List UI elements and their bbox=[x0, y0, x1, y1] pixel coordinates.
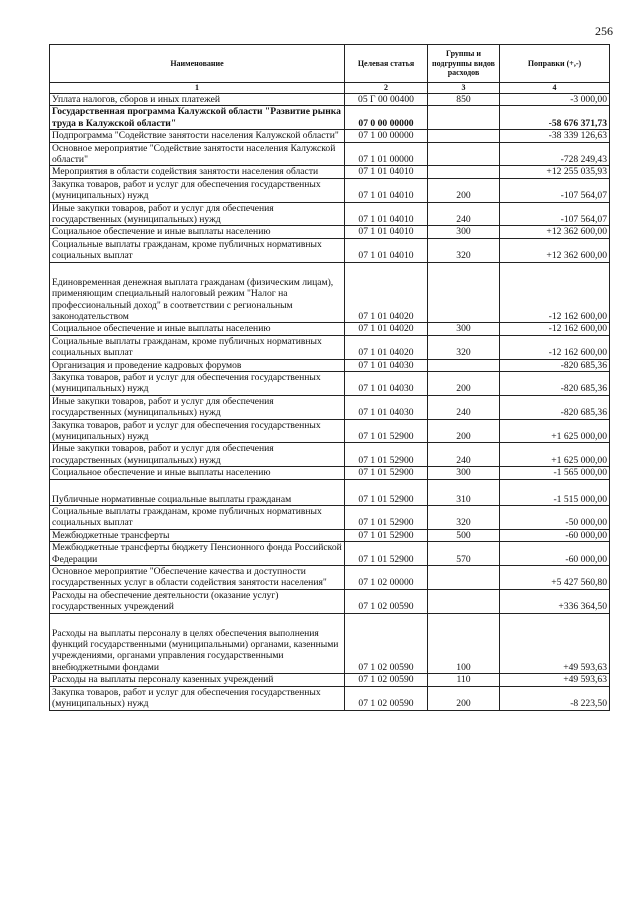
row-amendment-amount: +1 625 000,00 bbox=[500, 443, 610, 467]
row-target-article: 07 1 01 04020 bbox=[345, 262, 428, 323]
row-expense-group: 240 bbox=[428, 395, 500, 419]
row-name: Закупка товаров, работ и услуг для обеспечения государственных (муниципальных) нужд bbox=[50, 419, 345, 443]
row-expense-group: 320 bbox=[428, 506, 500, 530]
column-number-row bbox=[50, 83, 610, 94]
row-amendment-amount: -820 685,36 bbox=[500, 359, 610, 371]
row-amendment-amount: +49 593,63 bbox=[500, 613, 610, 674]
table-row bbox=[50, 202, 610, 226]
table-row bbox=[50, 506, 610, 530]
row-target-article: 07 1 02 00590 bbox=[345, 613, 428, 674]
row-name: Закупка товаров, работ и услуг для обеспечения государственных (муниципальных) нужд bbox=[50, 686, 345, 710]
row-amendment-amount: -820 685,36 bbox=[500, 371, 610, 395]
row-target-article: 07 1 01 04030 bbox=[345, 395, 428, 419]
row-amendment-amount: -1 515 000,00 bbox=[500, 479, 610, 505]
row-name: Межбюджетные трансферты bbox=[50, 529, 345, 541]
row-target-article: 07 1 02 00590 bbox=[345, 674, 428, 686]
row-target-article: 07 1 02 00590 bbox=[345, 589, 428, 613]
table-row bbox=[50, 371, 610, 395]
row-amendment-amount: +5 427 560,80 bbox=[500, 566, 610, 590]
row-amendment-amount: -3 000,00 bbox=[500, 94, 610, 106]
row-name: Уплата налогов, сборов и иных платежей bbox=[50, 94, 345, 106]
row-expense-group: 240 bbox=[428, 443, 500, 467]
column-number: 2 bbox=[345, 83, 428, 94]
row-name: Иные закупки товаров, работ и услуг для обеспечения государственных (муниципальных) нужд bbox=[50, 395, 345, 419]
row-expense-group: 500 bbox=[428, 529, 500, 541]
row-expense-group: 200 bbox=[428, 686, 500, 710]
row-amendment-amount: -50 000,00 bbox=[500, 506, 610, 530]
row-target-article: 07 1 01 52900 bbox=[345, 479, 428, 505]
row-amendment-amount: -8 223,50 bbox=[500, 686, 610, 710]
row-expense-group bbox=[428, 566, 500, 590]
row-name: Социальное обеспечение и иные выплаты населению bbox=[50, 226, 345, 238]
table-row bbox=[50, 94, 610, 106]
row-target-article: 07 1 01 52900 bbox=[345, 506, 428, 530]
row-target-article: 05 Г 00 00400 bbox=[345, 94, 428, 106]
row-expense-group bbox=[428, 262, 500, 323]
table-row bbox=[50, 542, 610, 566]
column-number: 1 bbox=[50, 83, 345, 94]
table-row bbox=[50, 589, 610, 613]
row-target-article: 07 1 00 00000 bbox=[345, 130, 428, 142]
table-row bbox=[50, 443, 610, 467]
row-amendment-amount: -60 000,00 bbox=[500, 542, 610, 566]
row-name: Основное мероприятие "Содействие занятости населения Калужской области" bbox=[50, 142, 345, 166]
row-amendment-amount: +12 362 600,00 bbox=[500, 238, 610, 262]
row-name: Межбюджетные трансферты бюджету Пенсионного фонда Российской Федерации bbox=[50, 542, 345, 566]
row-expense-group: 100 bbox=[428, 613, 500, 674]
row-expense-group: 320 bbox=[428, 335, 500, 359]
row-target-article: 07 1 01 52900 bbox=[345, 467, 428, 479]
row-name: Организация и проведение кадровых форумов bbox=[50, 359, 345, 371]
row-expense-group: 300 bbox=[428, 323, 500, 335]
row-name: Подпрограмма "Содействие занятости населения Калужской области" bbox=[50, 130, 345, 142]
table-row bbox=[50, 613, 610, 674]
row-name: Единовременная денежная выплата гражданам (физическим лицам), применяющим специальный налоговый режим "Налог на профессиональный доход" в соответствии с региональным законодательством bbox=[50, 262, 345, 323]
row-name: Иные закупки товаров, работ и услуг для обеспечения государственных (муниципальных) нужд bbox=[50, 202, 345, 226]
row-amendment-amount: -1 565 000,00 bbox=[500, 467, 610, 479]
row-amendment-amount: +1 625 000,00 bbox=[500, 419, 610, 443]
row-expense-group: 300 bbox=[428, 467, 500, 479]
row-amendment-amount: -107 564,07 bbox=[500, 202, 610, 226]
row-amendment-amount: -12 162 600,00 bbox=[500, 335, 610, 359]
row-name: Публичные нормативные социальные выплаты гражданам bbox=[50, 479, 345, 505]
page-number: 256 bbox=[595, 24, 613, 38]
column-number: 4 bbox=[500, 83, 610, 94]
row-name: Закупка товаров, работ и услуг для обеспечения государственных (муниципальных) нужд bbox=[50, 371, 345, 395]
row-expense-group: 310 bbox=[428, 479, 500, 505]
row-target-article: 07 1 01 04010 bbox=[345, 226, 428, 238]
row-name: Иные закупки товаров, работ и услуг для обеспечения государственных (муниципальных) нужд bbox=[50, 443, 345, 467]
row-name: Социальные выплаты гражданам, кроме публичных нормативных социальных выплат bbox=[50, 238, 345, 262]
row-target-article: 07 1 01 00000 bbox=[345, 142, 428, 166]
row-target-article: 07 1 01 04010 bbox=[345, 166, 428, 178]
table-row bbox=[50, 142, 610, 166]
table-row bbox=[50, 323, 610, 335]
row-name: Закупка товаров, работ и услуг для обеспечения государственных (муниципальных) нужд bbox=[50, 178, 345, 202]
row-expense-group: 200 bbox=[428, 371, 500, 395]
table-row bbox=[50, 359, 610, 371]
row-name: Социальное обеспечение и иные выплаты населению bbox=[50, 323, 345, 335]
row-target-article: 07 1 01 52900 bbox=[345, 529, 428, 541]
row-amendment-amount: -12 162 600,00 bbox=[500, 262, 610, 323]
row-target-article: 07 1 01 52900 bbox=[345, 443, 428, 467]
row-target-article: 07 1 01 52900 bbox=[345, 419, 428, 443]
table-row bbox=[50, 178, 610, 202]
row-name: Государственная программа Калужской области "Развитие рынка труда в Калужской области" bbox=[50, 106, 345, 130]
row-target-article: 07 1 01 04010 bbox=[345, 202, 428, 226]
row-expense-group: 300 bbox=[428, 226, 500, 238]
row-target-article: 07 1 01 04010 bbox=[345, 178, 428, 202]
row-amendment-amount: +12 255 035,93 bbox=[500, 166, 610, 178]
row-target-article: 07 1 02 00590 bbox=[345, 686, 428, 710]
row-expense-group bbox=[428, 359, 500, 371]
header-name: Наименование bbox=[50, 45, 345, 83]
row-expense-group: 850 bbox=[428, 94, 500, 106]
row-expense-group bbox=[428, 166, 500, 178]
table-row bbox=[50, 686, 610, 710]
table-row bbox=[50, 130, 610, 142]
table-row bbox=[50, 238, 610, 262]
row-amendment-amount: +12 362 600,00 bbox=[500, 226, 610, 238]
row-expense-group bbox=[428, 130, 500, 142]
row-amendment-amount: -58 676 371,73 bbox=[500, 106, 610, 130]
row-target-article: 07 1 01 52900 bbox=[345, 542, 428, 566]
row-target-article: 07 1 01 04010 bbox=[345, 238, 428, 262]
row-expense-group: 570 bbox=[428, 542, 500, 566]
row-expense-group bbox=[428, 589, 500, 613]
row-expense-group bbox=[428, 142, 500, 166]
row-amendment-amount: -38 339 126,63 bbox=[500, 130, 610, 142]
row-target-article: 07 1 02 00000 bbox=[345, 566, 428, 590]
table-row bbox=[50, 566, 610, 590]
budget-amendments-table bbox=[49, 44, 610, 711]
row-expense-group: 240 bbox=[428, 202, 500, 226]
table-row bbox=[50, 335, 610, 359]
header-target-article: Целевая статья bbox=[345, 45, 428, 83]
row-target-article: 07 1 01 04030 bbox=[345, 359, 428, 371]
table-row bbox=[50, 106, 610, 130]
table-row bbox=[50, 395, 610, 419]
row-expense-group: 110 bbox=[428, 674, 500, 686]
row-name: Основное мероприятие "Обеспечение качества и доступности государственных услуг в области содействия занятости населения" bbox=[50, 566, 345, 590]
row-name: Мероприятия в области содействия занятости населения области bbox=[50, 166, 345, 178]
row-amendment-amount: -107 564,07 bbox=[500, 178, 610, 202]
row-expense-group: 200 bbox=[428, 419, 500, 443]
table-row bbox=[50, 529, 610, 541]
column-number: 3 bbox=[428, 83, 500, 94]
row-name: Расходы на обеспечение деятельности (оказание услуг) государственных учреждений bbox=[50, 589, 345, 613]
row-target-article: 07 0 00 00000 bbox=[345, 106, 428, 130]
row-name: Социальные выплаты гражданам, кроме публичных нормативных социальных выплат bbox=[50, 506, 345, 530]
table-header bbox=[50, 45, 610, 94]
row-target-article: 07 1 01 04030 bbox=[345, 371, 428, 395]
table-row bbox=[50, 674, 610, 686]
table-row bbox=[50, 419, 610, 443]
row-amendment-amount: -60 000,00 bbox=[500, 529, 610, 541]
table-row bbox=[50, 467, 610, 479]
row-amendment-amount: -728 249,43 bbox=[500, 142, 610, 166]
row-expense-group: 320 bbox=[428, 238, 500, 262]
table-row bbox=[50, 479, 610, 505]
row-target-article: 07 1 01 04020 bbox=[345, 335, 428, 359]
header-expense-groups: Группы и подгруппы видов расходов bbox=[428, 45, 500, 83]
row-name: Социальное обеспечение и иные выплаты населению bbox=[50, 467, 345, 479]
row-expense-group bbox=[428, 106, 500, 130]
row-amendment-amount: -12 162 600,00 bbox=[500, 323, 610, 335]
row-name: Расходы на выплаты персоналу в целях обеспечения выполнения функций государственными (муниципальными) органами, казенными учреждениями, органами управления государственными внебюджетными фондами bbox=[50, 613, 345, 674]
row-amendment-amount: +49 593,63 bbox=[500, 674, 610, 686]
table-body bbox=[50, 94, 610, 711]
row-name: Расходы на выплаты персоналу казенных учреждений bbox=[50, 674, 345, 686]
row-amendment-amount: +336 364,50 bbox=[500, 589, 610, 613]
row-expense-group: 200 bbox=[428, 178, 500, 202]
table-row bbox=[50, 226, 610, 238]
row-amendment-amount: -820 685,36 bbox=[500, 395, 610, 419]
header-amendments: Поправки (+,-) bbox=[500, 45, 610, 83]
row-name: Социальные выплаты гражданам, кроме публичных нормативных социальных выплат bbox=[50, 335, 345, 359]
table-row bbox=[50, 262, 610, 323]
row-target-article: 07 1 01 04020 bbox=[345, 323, 428, 335]
table-row bbox=[50, 166, 610, 178]
